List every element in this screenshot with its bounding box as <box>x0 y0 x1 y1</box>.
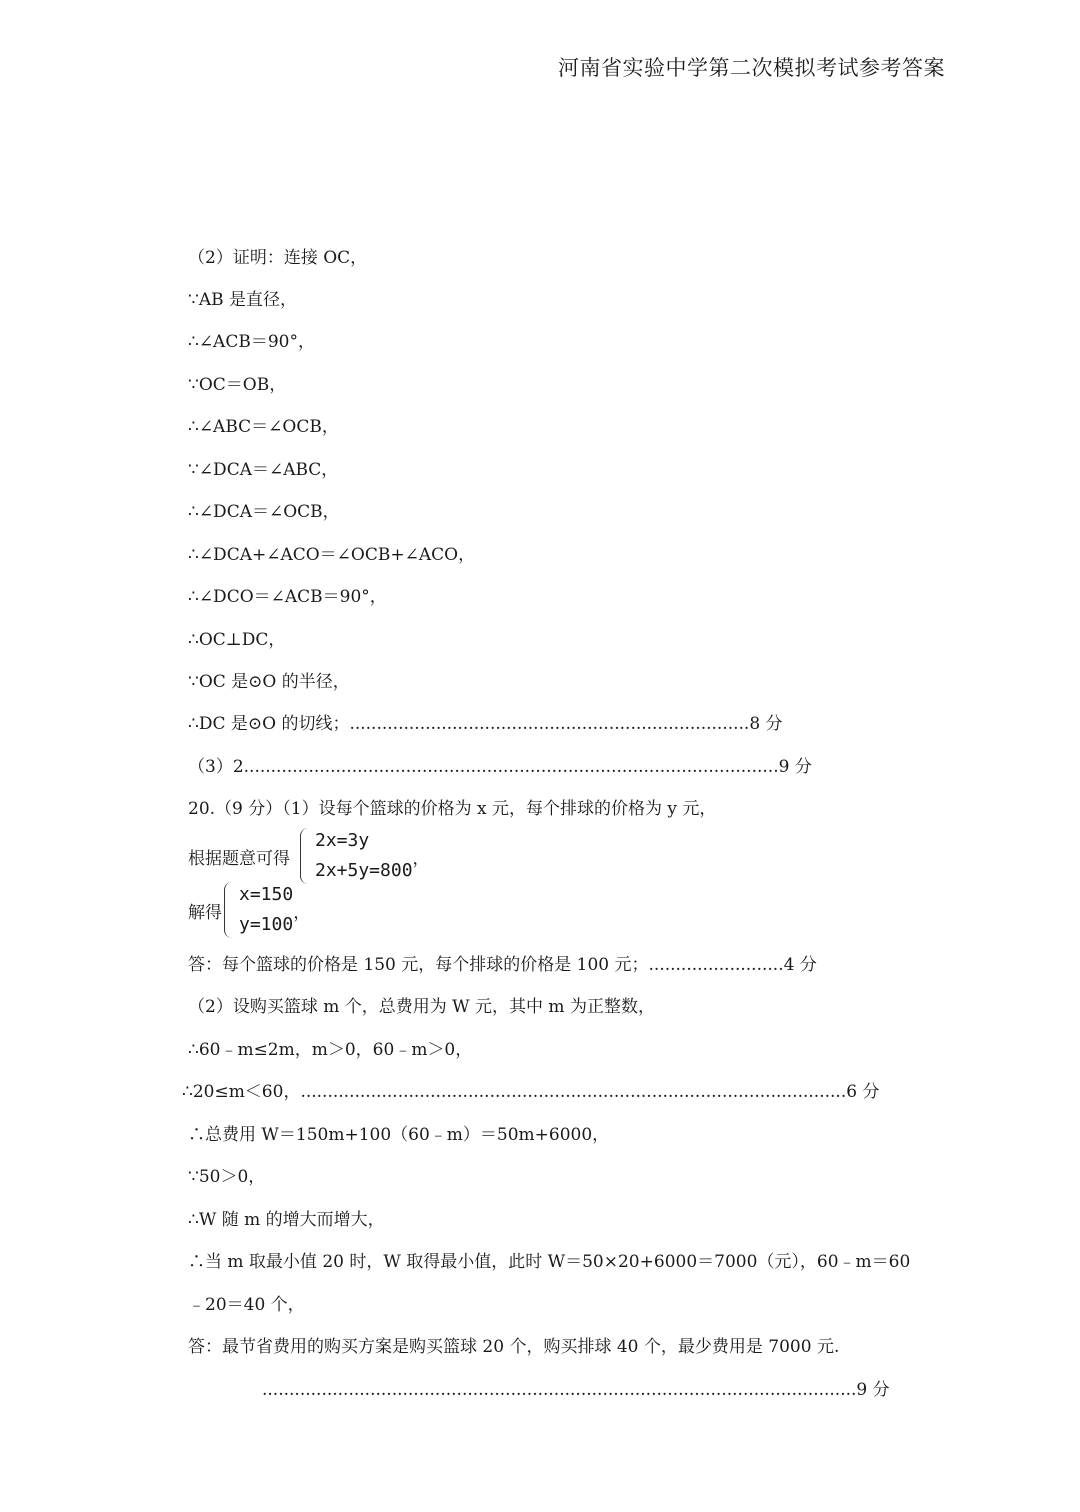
proof-line: ∴OC⊥DC， <box>188 630 286 650</box>
proof-line: ∵AB 是直径， <box>188 290 297 310</box>
equation-pair <box>315 826 413 886</box>
part2-line: ∴60﹣m≤2m，m＞0，60﹣m＞0， <box>188 1040 473 1060</box>
equation-2: 2x+5y=800 <box>315 860 413 881</box>
answer-line-score-4: 答：每个篮球的价格是 150 元，每个排球的价格是 100 元；.........................4 分 <box>188 955 817 975</box>
proof-line: ∵OC 是⊙O 的半径， <box>188 672 350 692</box>
brace-icon <box>300 828 311 884</box>
equation-system-solution <box>188 880 310 940</box>
brace-icon <box>224 882 235 938</box>
part2-line: ∴总费用 W＝150m+100（60﹣m）＝50m+6000， <box>188 1125 610 1145</box>
proof-line: ∴∠ACB＝90°， <box>188 332 315 352</box>
proof-line: （2）证明：连接 OC， <box>188 248 368 268</box>
part2-line-score-6: ∴20≤m＜60，.....................................................................................................6 分 <box>182 1082 880 1102</box>
system-prefix: 根据题意可得 <box>188 848 290 869</box>
proof-line: ∴∠DCO＝∠ACB＝90°， <box>188 587 387 607</box>
part2-line: （2）设购买篮球 m 个，总费用为 W 元，其中 m 为正整数， <box>188 997 655 1017</box>
proof-line: ∴∠DCA＝∠OCB， <box>188 502 340 522</box>
part2-line: ∴W 随 m 的增大而增大， <box>188 1210 385 1230</box>
part3-answer-line: （3）2...................................................................................................9 分 <box>188 757 812 777</box>
solution-pair <box>239 880 293 940</box>
solution-x: x=150 <box>239 884 294 905</box>
system-suffix: ， <box>412 848 430 869</box>
proof-line: ∴∠ABC＝∠OCB， <box>188 417 339 437</box>
final-score-9: ..............................................................................................................9 分 <box>262 1380 890 1400</box>
question-20-line: 20.（9 分）（1）设每个篮球的价格为 x 元，每个排球的价格为 y 元， <box>188 799 717 819</box>
proof-line: ∵∠DCA＝∠ABC， <box>188 460 339 480</box>
part2-line: ∴当 m 取最小值 20 时，W 取得最小值，此时 W＝50×20+6000＝7000（元），60﹣m＝60 <box>188 1252 911 1272</box>
part2-line: ﹣20＝40 个， <box>188 1295 305 1315</box>
solution-prefix: 解得 <box>188 902 222 923</box>
equation-system-setup <box>188 826 430 886</box>
equation-1: 2x=3y <box>315 830 370 851</box>
proof-line-score-8: ∴DC 是⊙O 的切线；..........................................................................8 分 <box>188 714 783 734</box>
final-answer-line: 答：最节省费用的购买方案是购买篮球 20 个，购买排球 40 个，最少费用是 7000 元. <box>188 1337 840 1357</box>
page-header: 河南省实验中学第二次模拟考试参考答案 <box>558 56 945 80</box>
proof-line: ∵OC＝OB， <box>188 375 287 395</box>
solution-suffix: ， <box>293 902 311 923</box>
solution-y: y=100 <box>239 914 294 935</box>
part2-line: ∵50＞0， <box>188 1167 266 1187</box>
proof-line: ∴∠DCA+∠ACO＝∠OCB+∠ACO， <box>188 545 476 565</box>
